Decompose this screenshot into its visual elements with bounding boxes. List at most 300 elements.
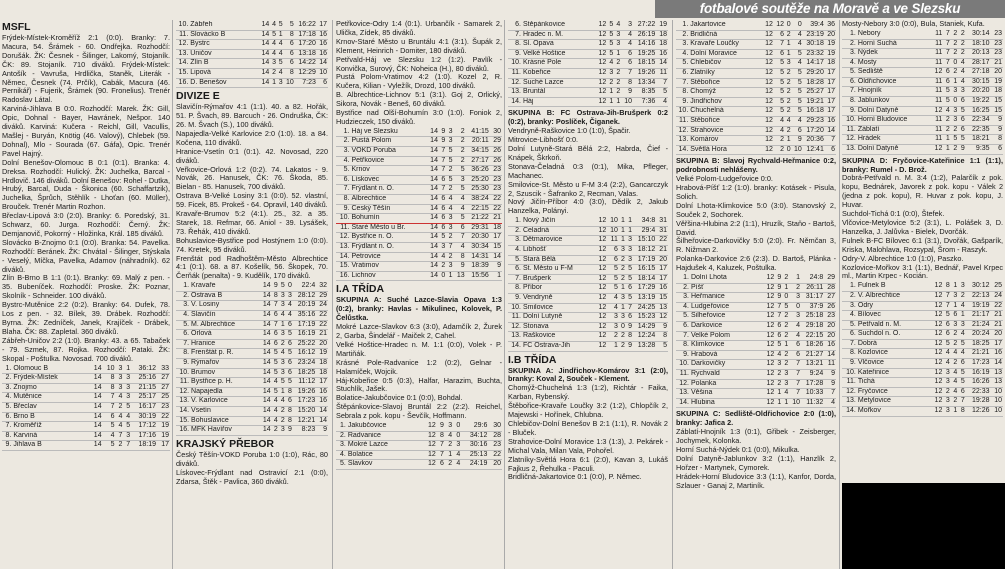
table-cell: 2: [614, 68, 621, 78]
table-cell: 2: [619, 255, 626, 265]
table-cell: 6: [774, 49, 785, 59]
table-cell: 2: [614, 59, 621, 69]
table-cell: 4: [453, 450, 461, 460]
table-cell: 34:8: [633, 217, 656, 226]
match-report: Bridličná-Jakartovice 0:1 (0:0), P. Němec.: [508, 472, 642, 482]
table-row: [676, 116, 836, 126]
table-cell: 3: [277, 78, 284, 88]
table-cell: 16: [824, 341, 836, 351]
table-cell: 0: [789, 302, 801, 312]
team-name-cell: Suchdol n. O.: [857, 330, 931, 340]
table-cell: 3: [607, 322, 619, 332]
team-name-cell: Ostrava B: [190, 291, 260, 301]
table-cell: 1: [614, 49, 621, 59]
team-name-cell: Jindřichov: [689, 97, 763, 107]
table-cell: 8: [284, 30, 295, 40]
table-cell: 14: [427, 128, 439, 137]
table-cell: 15: [490, 243, 502, 253]
table-cell: 12: [764, 331, 776, 341]
table-cell: 5: [286, 330, 293, 340]
table-row: [508, 246, 668, 256]
table-cell: 3: [439, 243, 446, 253]
team-name-cell: Příbor: [522, 284, 596, 294]
table-cell: 12: [764, 398, 776, 408]
table-cell: 2.: [842, 39, 857, 49]
table-cell: 2: [782, 274, 789, 283]
team-name-cell: Petřkovice: [351, 156, 427, 166]
table-row: [336, 233, 502, 243]
match-report: Lískovec-Frýdlant nad Ostravicí 2:1 (0:0), Zdarsa, Štěk - Pavlica, 360 diváků.: [176, 467, 328, 486]
team-name-cell: Rýmařov: [190, 359, 260, 369]
team-name-cell: Vsetín: [190, 407, 260, 417]
table-cell: 9: [490, 262, 502, 272]
table-cell: 18: [991, 87, 1003, 97]
table-cell: 12: [931, 145, 943, 155]
match-report: Štěbořice-Kravaře Loučky 3:2 (1:2), Chlopčík 2, Majewski - Hořínek, Chlubna.: [508, 401, 668, 420]
table-cell: 17: [825, 68, 836, 78]
table-row: [676, 360, 836, 370]
table-cell: 0: [785, 145, 792, 155]
table-cell: 5: [774, 97, 785, 107]
table-cell: 6: [958, 116, 965, 126]
table-cell: 0: [286, 282, 293, 291]
team-name-cell: Oldřichovice: [857, 77, 931, 87]
team-name-cell: Světlá Hora: [689, 145, 763, 155]
table-cell: 29:18: [801, 322, 824, 332]
table-cell: 3: [279, 291, 286, 301]
table-cell: 14: [427, 195, 439, 205]
table-cell: 4: [607, 303, 619, 313]
table-cell: 10.: [676, 360, 690, 370]
table-cell: 19: [157, 431, 170, 441]
table-row: [842, 125, 1003, 135]
table-cell: 12: [763, 116, 774, 126]
team-name-cell: Bystřice p. H.: [190, 378, 260, 388]
table-cell: 11.: [176, 378, 190, 388]
table-cell: 7: [943, 58, 950, 68]
table-cell: 12: [596, 49, 608, 59]
team-name-cell: Kroměříž: [12, 422, 89, 432]
table-cell: 16:19: [966, 368, 991, 378]
table-row: [676, 389, 836, 399]
team-name-cell: Břeclav: [12, 402, 89, 412]
table-cell: 14: [427, 147, 439, 157]
table-cell: 35:16: [293, 311, 316, 321]
table-cell: 30:16: [461, 441, 488, 451]
table-cell: 4: [279, 349, 286, 359]
table-cell: 7: [437, 450, 445, 460]
table-cell: 9.: [676, 350, 690, 360]
table-cell: 3.: [2, 383, 12, 393]
table-cell: 30:15: [966, 77, 991, 87]
table-cell: 7: [454, 233, 466, 243]
table-cell: 7.: [336, 185, 351, 195]
table-cell: 7: [656, 78, 668, 88]
table-cell: 14: [260, 349, 272, 359]
table-cell: 12: [596, 293, 608, 303]
table-cell: 9: [439, 128, 446, 137]
table-cell: 17:18: [295, 30, 317, 40]
table-cell: 11: [931, 116, 943, 126]
team-name-cell: Stará Bělá: [522, 255, 596, 265]
table-cell: 18:26: [801, 341, 824, 351]
table-cell: 4: [958, 77, 965, 87]
team-name-cell: Sedliště: [857, 68, 931, 78]
table-cell: 1: [607, 88, 614, 98]
table-row: [508, 21, 668, 30]
table-cell: 14: [260, 407, 272, 417]
table-cell: 20:13: [966, 49, 991, 59]
table-cell: 12: [931, 282, 943, 291]
table-cell: 23: [490, 185, 502, 195]
table-cell: 1: [951, 407, 958, 417]
table-cell: 2: [951, 330, 958, 340]
table-cell: 1: [785, 49, 792, 59]
table-cell: 4: [286, 301, 293, 311]
table-cell: 13.: [176, 49, 189, 59]
table-cell: 4: [286, 311, 293, 321]
table-row: [336, 137, 502, 147]
table-cell: 14: [260, 359, 272, 369]
table-cell: 10:33: [801, 389, 824, 399]
table-cell: 18: [316, 368, 328, 378]
table-cell: 2: [951, 145, 958, 155]
team-name-cell: Metylovice: [857, 397, 931, 407]
table-cell: 16: [317, 49, 328, 59]
table-cell: 4: [656, 97, 668, 107]
table-cell: 3: [951, 291, 958, 301]
table-cell: 34:15: [466, 147, 490, 157]
table-cell: 14: [259, 78, 270, 88]
table-cell: 3: [116, 374, 124, 384]
table-cell: 16: [317, 40, 328, 50]
table-cell: 3: [775, 360, 782, 370]
table-cell: 5.: [336, 166, 351, 176]
table-cell: 4: [774, 126, 785, 136]
table-cell: 2: [951, 39, 958, 49]
table-cell: 2: [619, 341, 626, 351]
table-cell: 20: [316, 339, 328, 349]
table-row: [842, 106, 1003, 116]
table-cell: 12: [596, 78, 608, 88]
table-cell: 2.: [676, 283, 690, 293]
table-cell: 18:19: [131, 441, 157, 451]
table-cell: 22: [316, 320, 328, 330]
team-name-cell: Kravaře: [190, 282, 260, 291]
team-name-cell: Štěbořice: [689, 78, 763, 88]
table-cell: 4: [270, 49, 277, 59]
match-report: Mosty-Nebory 3:0 (0:0), Bula, Staniek, Kufa.: [842, 20, 985, 28]
table-cell: 0: [951, 58, 958, 68]
table-cell: 6: [943, 68, 950, 78]
table-cell: 10: [607, 217, 619, 226]
table-cell: 4: [279, 397, 286, 407]
team-name-cell: Bridličná: [689, 30, 763, 40]
team-name-cell: Sl. Opava: [522, 40, 596, 50]
table-cell: 12: [423, 422, 437, 431]
table-cell: 8:23: [293, 426, 316, 436]
table-cell: 24:19: [461, 460, 488, 470]
table-cell: 20:11: [466, 137, 490, 147]
table-cell: 21:15: [131, 383, 157, 393]
table-cell: 9: [626, 341, 633, 351]
table-cell: 12: [764, 302, 776, 312]
match-report: Veřkovice-Orlová 1:2 (0:2). 74. Lakatos - 9. Novák, 26. Hanusek, ČK: 76. Škoda, 85. Bielan - 85. Hanusek, 700 diváků.: [176, 164, 328, 192]
table-cell: 4: [792, 116, 803, 126]
table-cell: 2: [782, 350, 789, 360]
table-row: [676, 30, 836, 40]
match-report: Dolní Benešov-Olomouc B 0:1 (0:1). Branka: 4. Dreksa. Rozhodčí: Hulický. ŽK: Juchelka, Barcal - Hrdlovič. 146 diváků. Dolní Benešov: Rohel - Dutka, Hrubý, Barcal, Duda - Škonica (60. Schaffartzik), Juchelka, Šprůch, Stěhlík - Lhoťan (60. Müller), Brouček. Trenér Martin Rozhon.: [2, 157, 170, 212]
table-cell: 7: [439, 147, 446, 157]
table-cell: 5: [958, 378, 965, 388]
table-cell: 5: [607, 40, 614, 50]
table-cell: 17: [656, 265, 668, 275]
table-cell: 1: [279, 320, 286, 330]
table-cell: 14: [316, 416, 328, 426]
table-row: [176, 330, 328, 340]
table-cell: 10: [792, 145, 803, 155]
table-cell: 2: [614, 78, 621, 88]
table-cell: 15: [656, 293, 668, 303]
table-cell: 5: [792, 68, 803, 78]
table-cell: 3: [454, 175, 466, 185]
table-cell: 1: [445, 450, 453, 460]
table-cell: 12: [764, 341, 776, 351]
table-row: [176, 387, 328, 397]
team-name-cell: Štěbořice: [689, 116, 763, 126]
table-cell: 29:31: [466, 223, 490, 233]
table-cell: 5: [277, 59, 284, 69]
table-cell: 18:15: [633, 59, 656, 69]
match-report: Zábřeh-Uničov 2:2 (1:0). Branky: 43. a 65. Tabaček - 79. Szmek, 87. Rojka. Rozhodčí: Pataki. ŽK: Skopal - Poštulka. Novosad. 700 diváků.: [2, 335, 170, 363]
table-cell: 12.: [842, 135, 857, 145]
table-cell: 2: [785, 88, 792, 98]
team-name-cell: M. Albrechtice: [190, 320, 260, 330]
table-cell: 1: [782, 283, 789, 293]
table-cell: 2: [951, 49, 958, 59]
table-cell: 21: [991, 320, 1003, 330]
table-cell: 0: [453, 431, 461, 441]
table-cell: 29:4: [633, 226, 656, 236]
table-cell: 5.: [842, 320, 857, 330]
team-name-cell: Raškovice: [522, 332, 596, 342]
table-cell: 11: [931, 30, 943, 39]
table-cell: 30:18: [803, 40, 825, 50]
table-cell: 6: [437, 460, 445, 470]
table-cell: 10.: [336, 214, 351, 224]
table-cell: 5: [792, 78, 803, 88]
table-cell: 20:30: [466, 233, 490, 243]
table-row: [336, 195, 502, 205]
table-cell: 3: [951, 106, 958, 116]
table-cell: 24: [991, 291, 1003, 301]
table-cell: 3: [785, 59, 792, 69]
table-row: [176, 311, 328, 321]
table-cell: 1: [614, 97, 621, 107]
table-cell: 11: [931, 58, 943, 68]
table-cell: 10.: [842, 116, 857, 126]
table-cell: 19:26: [633, 68, 656, 78]
section-title-ib: I.B TŘÍDA: [508, 353, 557, 366]
table-cell: 12.: [676, 126, 689, 136]
team-name-cell: Zábřeh: [189, 21, 259, 30]
table-cell: 4: [116, 412, 124, 422]
table-cell: 1: [607, 341, 619, 351]
match-report: Hrádek-Horní Bludovice 3:3 (1:1), Kanfor, Dorda, Szlauer - Ganaj 2, Martiník.: [676, 471, 836, 490]
table-cell: 16:26: [966, 378, 991, 388]
table-row: [676, 379, 836, 389]
team-name-cell: Mořkov: [857, 407, 931, 417]
table-row: [676, 341, 836, 351]
table-cell: 5: [279, 282, 286, 291]
table-cell: 9: [792, 136, 803, 146]
table-row: [508, 236, 668, 246]
table-cell: 5: [446, 175, 453, 185]
table-cell: 22: [656, 236, 668, 246]
table-cell: 7.: [842, 339, 857, 349]
table-cell: 22:35: [966, 125, 991, 135]
table-cell: 7: [789, 360, 801, 370]
table-cell: 16: [316, 397, 328, 407]
table-cell: 3: [279, 359, 286, 369]
team-name-cell: Krnov: [351, 166, 427, 176]
team-name-cell: Frýdlant n. O.: [351, 243, 427, 253]
table-cell: 14: [427, 214, 439, 224]
table-row: [336, 243, 502, 253]
team-name-cell: Staré Město u Br.: [351, 223, 427, 233]
table-cell: 10: [621, 97, 633, 107]
table-cell: 23:32: [803, 49, 825, 59]
team-name-cell: Píšť: [690, 283, 764, 293]
table-cell: 3: [951, 320, 958, 330]
team-name-cell: Bílovec: [857, 311, 931, 321]
table-cell: 25:20: [466, 175, 490, 185]
table-cell: 13:21: [801, 360, 824, 370]
table-cell: 6: [958, 97, 965, 107]
team-name-cell: Brno B: [12, 412, 89, 422]
table-row: [2, 422, 170, 432]
team-name-cell: Český Těšín: [351, 204, 427, 214]
table-cell: 3: [789, 312, 801, 322]
table-cell: 12: [596, 217, 608, 226]
table-cell: 6: [439, 204, 446, 214]
table-cell: 6: [621, 59, 633, 69]
section-title-msfl: MSFL: [2, 21, 31, 33]
table-cell: 2: [785, 126, 792, 136]
table-cell: 2: [619, 274, 626, 284]
table-row: [842, 282, 1003, 291]
table-cell: 5: [626, 293, 633, 303]
group-heading: SKUPINA B: FC Ostrava-Jih-Brušperk 0:2 (0:2), branky: Poslíček, Čiganek.: [508, 108, 668, 127]
match-report: Velké Hoštice-Hradec n. M. 1:1 (0:0), Volek - P. Martiňák.: [336, 339, 502, 358]
table-cell: 14: [427, 156, 439, 166]
table-cell: 8: [103, 383, 116, 393]
table-cell: 12: [764, 274, 776, 283]
team-name-cell: Nebory: [857, 30, 931, 39]
table-cell: 12: [764, 283, 776, 293]
table-cell: 16: [825, 116, 836, 126]
team-name-cell: Velké Hoštice: [522, 49, 596, 59]
match-report: Bohuslavice-Bystřice pod Hostýnem 1:0 (0:0). 74. Kretek, 95 diváků.: [176, 235, 328, 254]
team-name-cell: Jihlava B: [12, 441, 89, 451]
table-cell: 20: [656, 255, 668, 265]
table-cell: 7: [943, 39, 950, 49]
table-cell: 2: [951, 339, 958, 349]
table-cell: 21:24: [966, 320, 991, 330]
table-row: [842, 397, 1003, 407]
table-cell: 12: [596, 226, 608, 236]
table-cell: 12: [763, 126, 774, 136]
table-cell: 12: [764, 293, 776, 303]
table-cell: 28:12: [293, 291, 316, 301]
table-cell: 1: [782, 341, 789, 351]
table-cell: 5: [774, 59, 785, 69]
table-cell: 7: [116, 431, 124, 441]
table-cell: 3: [607, 68, 614, 78]
column-krajsky: [336, 20, 502, 472]
table-cell: 17: [656, 274, 668, 284]
team-name-cell: Suché Lazce: [522, 78, 596, 88]
match-report: Dolní Lhota-Klimkovice 5:0 (3:0). Stanovský 2, Souček 2, Sochorek.: [676, 200, 836, 219]
table-cell: 20: [824, 322, 836, 332]
table-cell: 5: [782, 302, 789, 312]
table-cell: 12: [931, 368, 943, 378]
team-name-cell: Bystřice n. O.: [351, 233, 427, 243]
table-cell: 4.: [676, 49, 689, 59]
table-cell: 7: [943, 291, 950, 301]
table-cell: 4: [446, 195, 453, 205]
table-row: [676, 370, 836, 380]
table-cell: 6: [943, 330, 950, 340]
table-cell: 11: [824, 360, 836, 370]
column-ib-c-d: [842, 20, 1003, 482]
table-cell: 1: [775, 389, 782, 399]
table-cell: 1: [951, 301, 958, 311]
match-report: Horní Suchá-Nýdek 0:1 (0:0), Mikulka.: [676, 445, 800, 455]
table-cell: 4.: [176, 311, 190, 321]
table-cell: 7:23: [295, 78, 317, 88]
table-cell: 26:19: [633, 30, 656, 40]
table-row: [842, 301, 1003, 311]
team-name-cell: Bystrc: [189, 40, 259, 50]
table-cell: 14: [260, 330, 272, 340]
table-row: [842, 311, 1003, 321]
table-cell: 4: [951, 387, 958, 397]
table-cell: 14: [260, 301, 272, 311]
table-cell: 14: [490, 252, 502, 262]
table-cell: 1.: [676, 21, 689, 30]
table-cell: 6: [958, 125, 965, 135]
table-cell: 4.: [336, 450, 347, 460]
table-cell: 9: [958, 145, 965, 155]
table-cell: 20:20: [966, 87, 991, 97]
table-row: [676, 398, 836, 408]
table-cell: 5: [277, 21, 284, 30]
table-cell: 15:10: [633, 236, 656, 246]
table-row: [508, 88, 668, 98]
table-cell: 2: [782, 360, 789, 370]
table-cell: 14: [260, 320, 272, 330]
table-cell: 4: [943, 359, 950, 369]
table-cell: 22:33: [966, 387, 991, 397]
table-cell: 12: [423, 450, 437, 460]
table-cell: 6: [943, 320, 950, 330]
match-report: Dolní Lutyně-Stará Bělá 2:2, Habrda, Čief - Knápek, Škrkoň.: [508, 143, 668, 162]
table-cell: 11: [931, 39, 943, 49]
table-row: [508, 274, 668, 284]
table-cell: 12: [931, 301, 943, 311]
table-cell: 8: [286, 387, 293, 397]
